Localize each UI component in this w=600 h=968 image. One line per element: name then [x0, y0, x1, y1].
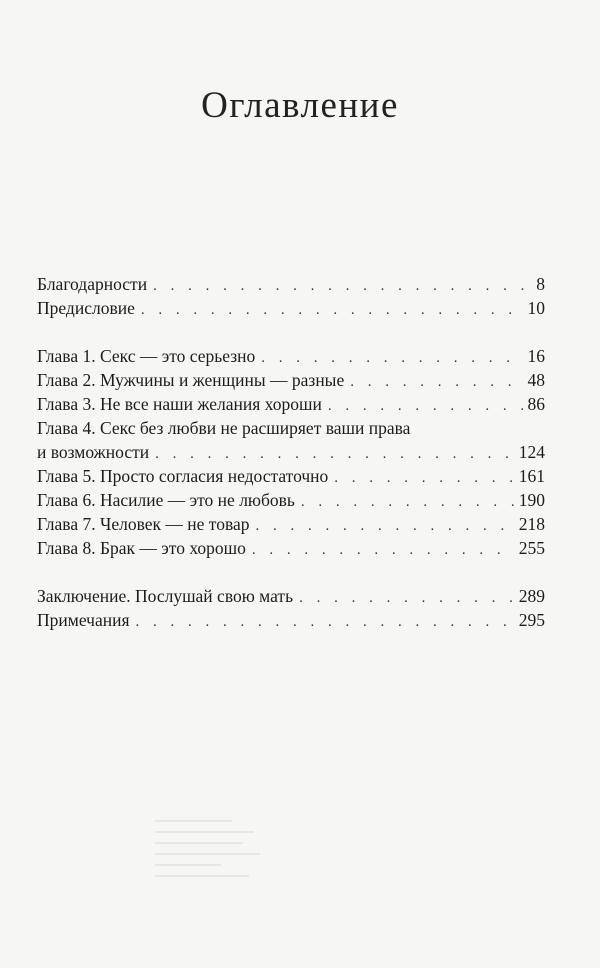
- leader-dots: [141, 298, 524, 322]
- toc-entry-page: 255: [518, 538, 545, 558]
- toc-entry-label: Глава 5. Просто согласия недостаточно: [37, 466, 329, 486]
- toc-entry-acknowledgements[interactable]: [37, 272, 545, 296]
- toc-entry-label: Примечания: [37, 610, 130, 630]
- toc-entry-chapter-5[interactable]: [37, 464, 545, 488]
- toc-entry-page: 86: [527, 394, 545, 414]
- leader-dots: [155, 442, 515, 466]
- toc-entry-chapter-1[interactable]: [37, 344, 545, 368]
- toc-entry-label: Глава 6. Насилие — это не любовь: [37, 490, 295, 510]
- toc-entry-page: 16: [527, 346, 545, 366]
- page-title: Оглавление: [201, 85, 399, 126]
- toc-entry-page: 8: [536, 274, 545, 294]
- leader-dots: [136, 610, 515, 634]
- toc-entry-label: и возможности: [37, 442, 150, 462]
- toc-entry-notes[interactable]: [37, 608, 545, 632]
- toc-entry-label: Глава 8. Брак — это хорошо: [37, 538, 246, 558]
- toc-entry-chapter-7[interactable]: [37, 512, 545, 536]
- toc-entry-page: 124: [518, 442, 545, 462]
- toc-entry-chapter-2[interactable]: [37, 368, 545, 392]
- toc-entry-page: 295: [518, 610, 545, 630]
- toc-entry-label: Заключение. Послушай свою мать: [37, 586, 294, 606]
- toc-entry-page: 218: [518, 514, 545, 534]
- toc-group-front: [37, 272, 545, 320]
- toc-entry-page: 161: [518, 466, 545, 486]
- toc-entry-label: Глава 2. Мужчины и женщины — разные: [37, 370, 345, 390]
- leader-dots: [301, 490, 515, 514]
- toc-group-back: [37, 584, 545, 632]
- leader-dots: [153, 274, 532, 298]
- toc-entry-label: Глава 1. Секс — это серьезно: [37, 346, 256, 366]
- toc-entry-page: 10: [527, 298, 545, 318]
- toc-entry-label-line1: Глава 4. Секс без любви не расширяет ваши права: [37, 418, 411, 438]
- leader-dots: [261, 346, 523, 370]
- show-through-text: [155, 820, 265, 920]
- table-of-contents: [37, 272, 545, 632]
- toc-entry-chapter-3[interactable]: [37, 392, 545, 416]
- toc-entry-page: 48: [527, 370, 545, 390]
- toc-entry-page: 190: [518, 490, 545, 510]
- toc-entry-chapter-6[interactable]: [37, 488, 545, 512]
- leader-dots: [256, 514, 515, 538]
- toc-entry-label: Глава 7. Человек — не товар: [37, 514, 250, 534]
- toc-entry-chapter-4[interactable]: [37, 416, 545, 464]
- leader-dots: [328, 394, 524, 418]
- leader-dots: [252, 538, 515, 562]
- leader-dots: [334, 466, 514, 490]
- toc-entry-chapter-8[interactable]: [37, 536, 545, 560]
- leader-dots: [299, 586, 515, 610]
- toc-group-chapters: [37, 344, 545, 560]
- leader-dots: [350, 370, 523, 394]
- toc-entry-preface[interactable]: [37, 296, 545, 320]
- toc-entry-label: Глава 3. Не все наши желания хороши: [37, 394, 322, 414]
- toc-entry-label: Предисловие: [37, 298, 135, 318]
- toc-entry-conclusion[interactable]: [37, 584, 545, 608]
- toc-entry-label: Благодарности: [37, 274, 148, 294]
- toc-entry-page: 289: [518, 586, 545, 606]
